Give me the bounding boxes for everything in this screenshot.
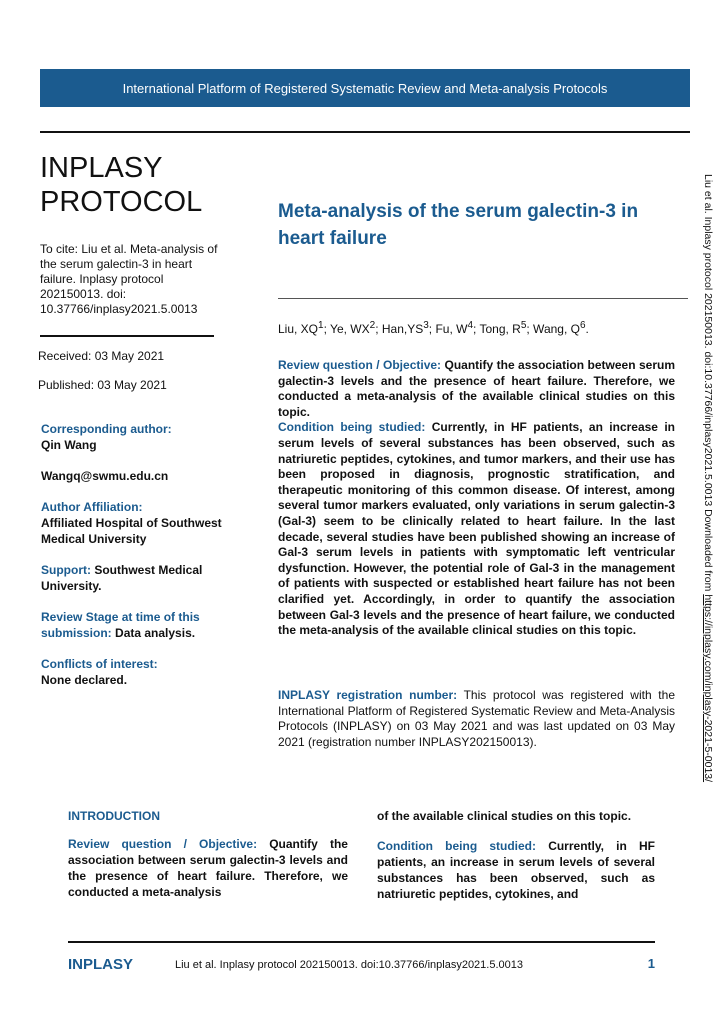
registration-text: This protocol was registered with the International Platform of Registered Systematic Review and Meta-Analysis Protocols (INPLASY) on 03 May 2021 and was last updated on 03 May 2021 (registration number INPLASY202150013).: [278, 688, 675, 749]
heading-line2: PROTOCOL: [40, 186, 203, 218]
condition-label: Condition being studied:: [278, 420, 426, 435]
introduction-column-1: [68, 808, 348, 900]
download-side-note: [698, 174, 718, 890]
corresponding-author-label: Corresponding author:: [41, 422, 172, 436]
intro-condition-paragraph: [377, 838, 655, 902]
author-4: ; Fu, W: [428, 322, 468, 336]
conflicts-value: None declared.: [41, 673, 128, 687]
side-note-url[interactable]: https://inplasy.com/inplasy-2021-5-0013/: [702, 594, 714, 783]
author-sidebar: [41, 421, 241, 703]
protocol-heading: [40, 151, 202, 219]
received-date: Received: 03 May 2021: [38, 349, 165, 363]
affiliation-label: Author Affiliation:: [41, 500, 143, 514]
registration-label: INPLASY registration number:: [278, 688, 458, 702]
heading-line1: INPLASY: [40, 152, 163, 184]
footer-divider: [68, 941, 655, 943]
author-5-affil: 5: [520, 320, 527, 331]
side-note-text: [702, 174, 714, 782]
author-email[interactable]: Wangq@swmu.edu.cn: [41, 469, 169, 483]
review-stage-value: Data analysis.: [115, 626, 196, 640]
support-label: Support:: [41, 563, 91, 577]
support-block: [41, 562, 241, 594]
intro-review-text: Quantify the association between serum galectin-3 levels and the presence of heart failure. Therefore, we conducted a meta-analysis: [68, 837, 348, 899]
left-divider: [40, 335, 214, 337]
conflicts-label: Conflicts of interest:: [41, 657, 158, 671]
banner-text: International Platform of Registered Systematic Review and Meta-analysis Protocols: [122, 80, 608, 96]
published-date: Published: 03 May 2021: [38, 378, 167, 392]
condition-text: Currently, in HF patients, an increase in serum levels of several substances has been observed, such as natriuretic peptides, cytokines, and tumor markers, and their use has been proposed in diagnosis, prognostic stratification, and therapeutic monitoring of this common disease. Of interest, among several tumor markers evaluated, only variations in serum galectin-3 (Gal-3) seem to be clinically related to heart failure. In the last decade, several studies have been published showing an increase of Gal-3 serum levels in patients with symptomatic left ventricular dysfunction. However, the potential role of Gal-3 in the management of patients with suspected or established heart failure has not been clarified yet. Accordingly, in order to quantify the association between Gal-3 levels and the presence of heart failure, we conducted the meta-analysis of the available clinical studies on this topic.: [278, 420, 675, 638]
header-banner: [40, 69, 690, 107]
introduction-column-2: [377, 808, 655, 902]
citation-block: To cite: Liu et al. Meta-analysis of the serum galectin-3 in heart failure. Inplasy protocol 202150013. doi: 10.37766/inplasy2021.5.0013: [40, 242, 218, 316]
page-footer: [68, 956, 655, 976]
corresponding-author-block: [41, 421, 241, 453]
page-number: 1: [647, 956, 655, 971]
affiliation-block: [41, 499, 241, 547]
author-2-affil: 2: [369, 320, 376, 331]
author-1: Liu, XQ: [278, 322, 319, 336]
author-3: ; Han,YS: [375, 322, 424, 336]
review-question-text: Quantify the association between serum galectin-3 levels and the presence of heart failure. Therefore, we conducted a meta-analysis of the available clinical studies on this topic.: [278, 358, 675, 419]
intro-review-label: Review question / Objective:: [68, 837, 258, 851]
footer-citation: Liu et al. Inplasy protocol 202150013. doi:10.37766/inplasy2021.5.0013: [175, 959, 523, 971]
title-divider: [278, 298, 688, 299]
author-6: ; Wang, Q: [526, 322, 580, 336]
intro-condition-text: Currently, in HF patients, an increase in serum levels of several substances has been observed, such as natriuretic peptides, cytokines, and: [377, 839, 655, 901]
intro-review-paragraph: [68, 836, 348, 900]
registration-paragraph: [278, 688, 675, 750]
review-stage-block: [41, 609, 241, 641]
author-list-end: .: [585, 322, 589, 336]
review-question-paragraph: [278, 358, 675, 420]
author-5: ; Tong, R: [473, 322, 521, 336]
author-4-affil: 4: [467, 320, 474, 331]
affiliation-value: Affiliated Hospital of Southwest Medical University: [41, 516, 222, 546]
abstract-body: [278, 358, 675, 639]
review-question-label: Review question / Objective:: [278, 358, 442, 372]
intro-condition-label: Condition being studied:: [377, 839, 536, 853]
condition-paragraph: [278, 420, 675, 638]
intro-col2-continuation: of the available clinical studies on this topic.: [377, 809, 632, 823]
author-1-affil: 1: [318, 320, 324, 331]
author-list: [278, 320, 589, 336]
author-3-affil: 3: [423, 320, 429, 331]
top-divider: [40, 131, 690, 133]
author-6-affil: 6: [579, 320, 586, 331]
corresponding-author-name: Qin Wang: [41, 438, 97, 452]
support-value: Southwest Medical University.: [41, 563, 203, 593]
review-stage-label: Review Stage at time of this submission:: [41, 610, 200, 640]
conflicts-block: [41, 656, 241, 688]
article-title: Meta-analysis of the serum galectin-3 in heart failure: [278, 201, 639, 249]
footer-brand: INPLASY: [68, 956, 134, 973]
author-2: ; Ye, WX: [323, 322, 370, 336]
side-note-prefix: Liu et al. Inplasy protocol 202150013. doi:10.37766/inplasy2021.5.0013 Downloaded from: [702, 174, 714, 595]
introduction-heading: INTRODUCTION: [68, 809, 160, 823]
